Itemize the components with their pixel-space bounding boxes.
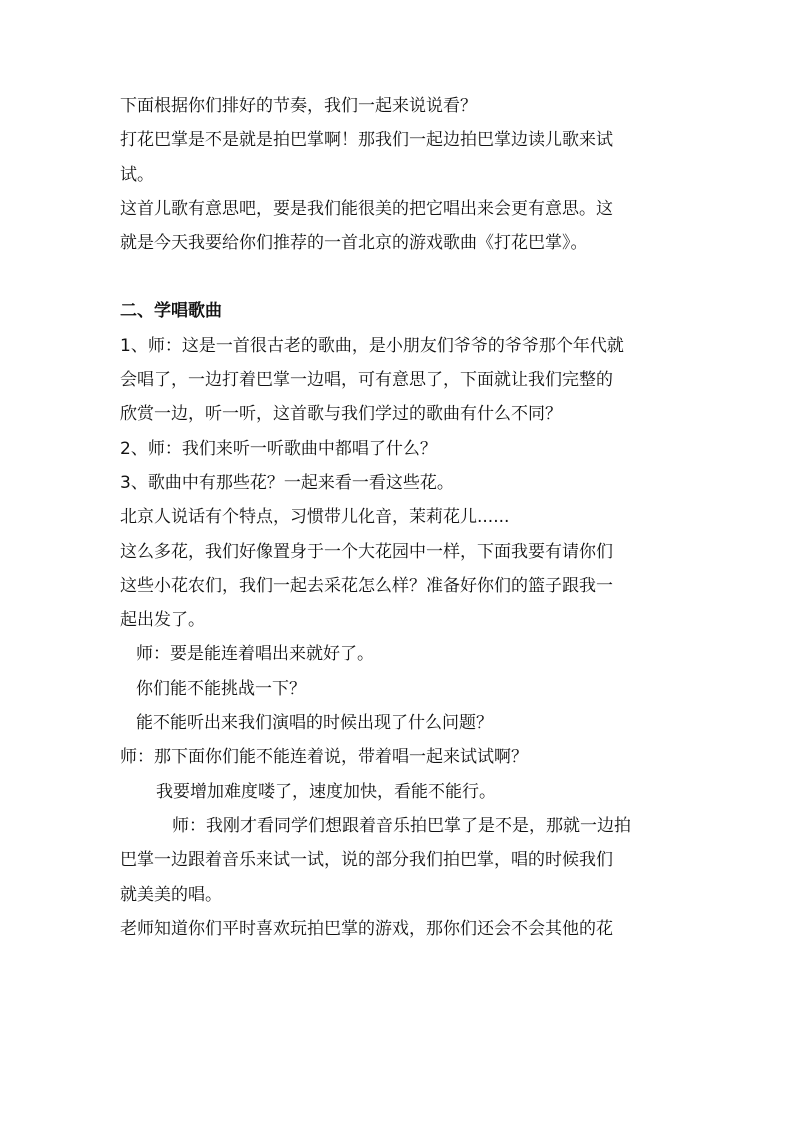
section-heading: 二、学唱歌曲	[120, 301, 222, 322]
text-line-2: 打花巴掌是不是就是拍巴掌啊！那我们一起边拍巴掌边读儿歌来试	[120, 130, 613, 151]
text-line-12: 北京人说话有个特点，习惯带儿化音，茉莉花儿......	[120, 507, 510, 528]
text-line-24: 老师知道你们平时喜欢玩拍巴掌的游戏，那你们还会不会其他的花	[120, 918, 613, 939]
text-line-4: 这首儿歌有意思吧，要是我们能很美的把它唱出来会更有意思。这	[120, 198, 613, 219]
text-line-1: 下面根据你们排好的节奏，我们一起来说说看？	[120, 96, 477, 116]
text-line-14: 这些小花农们，我们一起去采花怎么样？准备好你们的篮子跟我一	[120, 575, 613, 596]
text-line-11: 3、歌曲中有那些花？一起来看一看这些花。	[120, 472, 454, 493]
text-line-8: 会唱了，一边打着巴掌一边唱，可有意思了，下面就让我们完整的	[120, 370, 613, 391]
text-line-23: 就美美的唱。	[120, 884, 222, 905]
text-line-17: 你们能不能挑战一下？	[136, 678, 306, 699]
text-line-13: 这么多花，我们好像置身于一个大花园中一样，下面我要有请你们	[120, 541, 613, 562]
text-line-10: 2、师：我们来听一听歌曲中都唱了什么？	[120, 438, 437, 459]
text-line-16: 师：要是能连着唱出来就好了。	[136, 644, 374, 665]
text-line-3: 试。	[120, 164, 154, 185]
text-line-21: 师：我刚才看同学们想跟着音乐拍巴掌了是不是，那就一边拍	[172, 815, 631, 836]
text-line-5: 就是今天我要给你们推荐的一首北京的游戏歌曲《打花巴掌》。	[120, 233, 588, 254]
text-line-9: 欣赏一边，听一听，这首歌与我们学过的歌曲有什么不同？	[120, 404, 562, 425]
text-line-22: 巴掌一边跟着音乐来试一试，说的部分我们拍巴掌，唱的时候我们	[120, 850, 613, 871]
text-line-19: 师：那下面你们能不能连着说，带着唱一起来试试啊？	[120, 747, 528, 768]
paragraph-gap	[120, 265, 680, 299]
text-line-18: 能不能听出来我们演唱的时候出现了什么问题？	[136, 713, 493, 734]
text-line-15: 起出发了。	[120, 610, 205, 631]
document-body	[120, 94, 680, 951]
text-line-7: 1、师：这是一首很古老的歌曲，是小朋友们爷爷的爷爷那个年代就	[120, 335, 624, 356]
text-line-20: 我要增加难度喽了，速度加快，看能不能行。	[156, 781, 496, 802]
